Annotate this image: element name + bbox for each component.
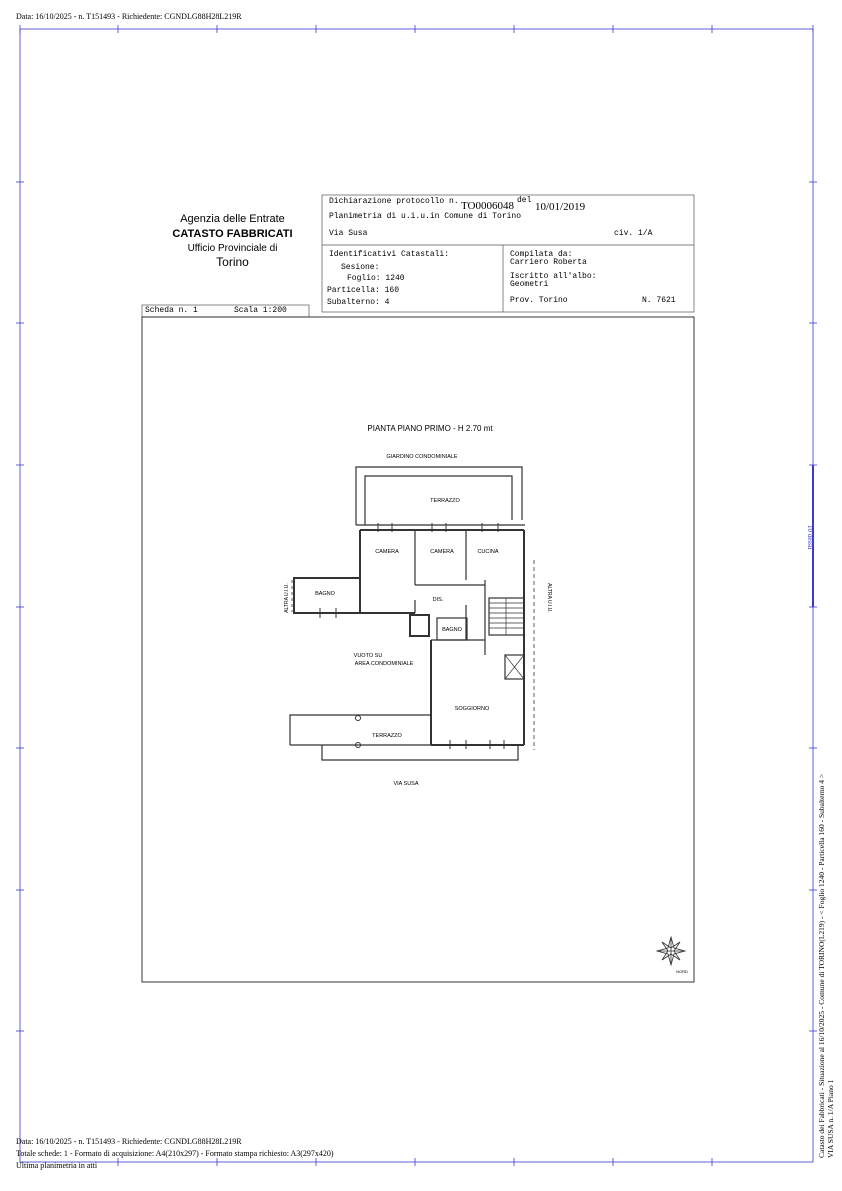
room-cucina: CUCINA xyxy=(477,549,499,555)
room-soggiorno: SOGGIORNO xyxy=(454,706,490,712)
registered-label: Iscritto all'albo: xyxy=(510,272,597,281)
planimetry-line: Planimetria di u.i.u.in Comune di Torino xyxy=(329,212,522,221)
compiled-by-name: Carriero Roberta xyxy=(510,258,587,267)
civic-number: civ. 1/A xyxy=(614,229,653,238)
north-compass xyxy=(657,937,685,965)
street-name: Via Susa xyxy=(329,229,368,238)
identifier-subalterno: Subalterno: 4 xyxy=(327,298,390,307)
compiled-by-label: Compilata da: xyxy=(510,250,573,259)
altra-uiu-right: ALTRA U.I.U. xyxy=(546,583,552,613)
footer-format-line: Totale schede: 1 - Formato di acquisizione: A4(210x297) - Formato stampa richiesto: A3(297x420) xyxy=(16,1149,334,1158)
terrace-bottom-label: TERRAZZO xyxy=(372,733,402,739)
agency-name: Agenzia delle Entrate xyxy=(180,213,285,225)
street-label: VIA SUSA xyxy=(393,781,419,787)
north-label: NORD xyxy=(676,969,688,974)
province: Prov. Torino xyxy=(510,296,568,305)
registered-value: Geometri xyxy=(510,280,549,289)
office-label: Ufficio Provinciale di xyxy=(187,243,278,254)
room-dis: DIS. xyxy=(432,597,444,603)
void-label-2: AREA CONDOMINIALE xyxy=(354,661,414,667)
registration-number: N. 7621 xyxy=(642,296,676,305)
identifier-sezione: Sesione: xyxy=(341,263,380,272)
plan-title: PIANTA PIANO PRIMO - H 2.70 mt xyxy=(367,424,493,433)
identifier-foglio: Foglio: 1240 xyxy=(347,274,405,283)
footer-last-plan-line: Ultima planimetria in atti xyxy=(16,1161,98,1170)
side-situation-line: Catasto dei Fabbricati - Situazione al 16/10/2025 - Comune di TORINO(L219) - < Foglio 1240 - Particella 160 - Subalterno 4 > xyxy=(817,773,826,1158)
room-camera-1: CAMERA xyxy=(375,549,399,555)
drawing-border xyxy=(142,317,694,982)
footer-block xyxy=(16,1136,334,1172)
room-bagno-2: BAGNO xyxy=(442,627,462,633)
protocol-date-label: del xyxy=(517,196,532,205)
scale: Scala 1:200 xyxy=(234,306,287,315)
void-label-1: VUOTO SU xyxy=(353,653,383,659)
protocol-date: 10/01/2019 xyxy=(535,201,586,213)
side-stamp-number: 10 dessu xyxy=(806,525,814,550)
garden-label: GIARDINO CONDOMINIALE xyxy=(386,454,458,460)
side-address-line: VIA SUSA n. 1/A Piano 1 xyxy=(826,1079,835,1158)
room-camera-2: CAMERA xyxy=(430,549,454,555)
protocol-number: TO0006048 xyxy=(461,200,514,212)
scheda-number: Scheda n. 1 xyxy=(145,306,198,315)
office-city: Torino xyxy=(216,255,249,269)
room-bagno-1: BAGNO xyxy=(315,591,335,597)
terrace-top-label: TERRAZZO xyxy=(430,498,460,504)
footer-request-line: Data: 16/10/2025 - n. T151493 - Richiedente: CGNDLG88H28L219R xyxy=(16,1137,242,1146)
altra-uiu-left: ALTRA U.I.U. xyxy=(284,583,290,613)
catasto-title: CATASTO FABBRICATI xyxy=(172,228,293,240)
identifiers-title: Identificativi Catastali: xyxy=(329,250,450,259)
identifier-particella: Particella: 160 xyxy=(327,286,400,295)
protocol-label: Dichiarazione protocollo n. xyxy=(329,197,459,206)
header-request-line: Data: 16/10/2025 - n. T151493 - Richiedente: CGNDLG88H28L219R xyxy=(16,12,242,21)
